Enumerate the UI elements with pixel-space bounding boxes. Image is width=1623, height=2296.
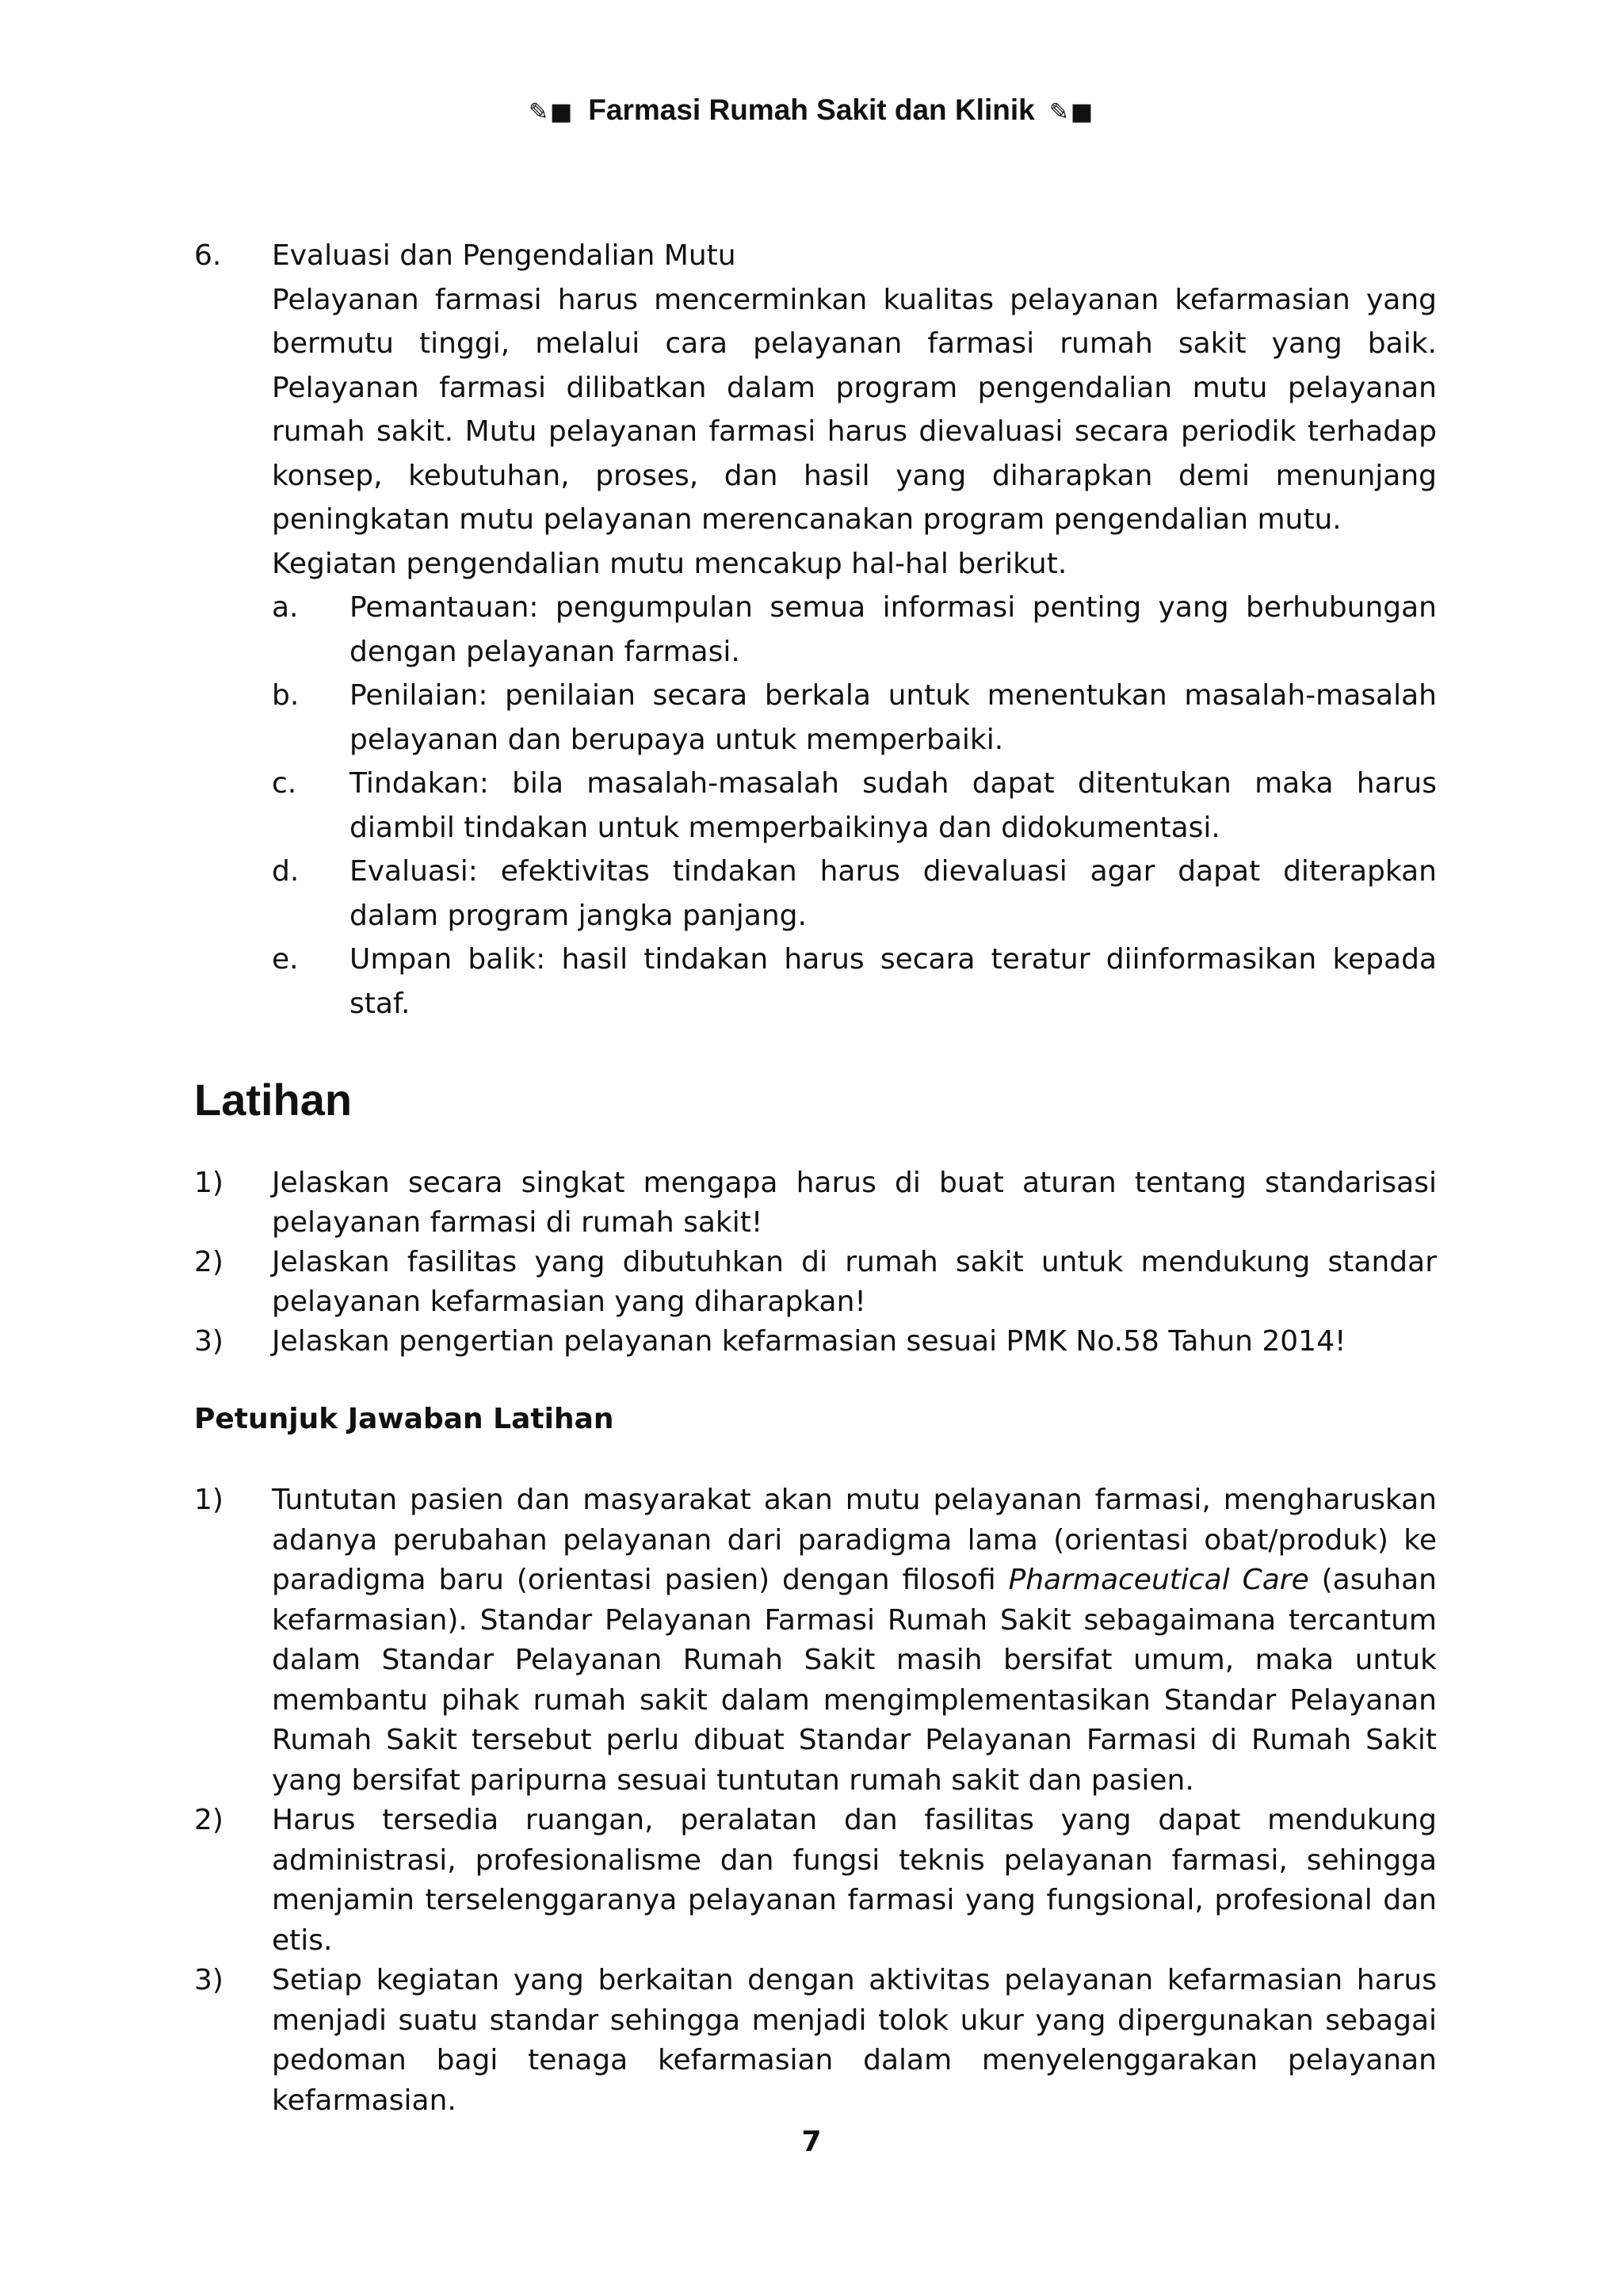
running-header — [0, 94, 1623, 127]
question-text: Jelaskan secara singkat mengapa harus di buat aturan tentang standarisasi pelayanan farmasi di rumah sakit! — [272, 1167, 1437, 1239]
list-item-marker: b. — [272, 679, 300, 712]
answer-number: 1) — [194, 1484, 223, 1516]
question-number: 3) — [194, 1325, 223, 1358]
list-item-text: Umpan balik: hasil tindakan harus secara teratur diinformasikan kepada staf. — [349, 943, 1437, 1020]
list-item — [272, 762, 1437, 850]
pen-nib-square-icon: ✎■ — [528, 98, 575, 126]
list-item — [272, 938, 1437, 1026]
question-number: 1) — [194, 1167, 223, 1199]
section-paragraph: Pelayanan farmasi harus mencerminkan kualitas pelayanan kefarmasian yang bermutu tinggi, melalui cara pelayanan farmasi rumah sakit yang baik. Pelayanan farmasi dilibatkan dalam program pengendalian mutu pelayanan rumah sakit. Mutu pelayanan farmasi harus dievaluasi secara periodik terhadap konsep, kebutuhan, proses, dan hasil yang diharapkan demi menunjang peningkatan mutu pelayanan merencanakan program pengendalian mutu. — [272, 283, 1437, 536]
section-intro: Kegiatan pengendalian mutu mencakup hal-hal berikut. — [272, 547, 1067, 580]
answer-text: Harus tersedia ruangan, peralatan dan fasilitas yang dapat mendukung administrasi, profesionalisme dan fungsi teknis pelayanan farmasi, sehingga menjamin terselenggaranya pelayanan farmasi yang fungsional, profesional dan etis. — [272, 1804, 1437, 1957]
list-item-text: Tindakan: bila masalah-masalah sudah dapat ditentukan maka harus diambil tindakan untuk memperbaikinya dan didokumentasi. — [349, 767, 1437, 844]
answer-list — [194, 1480, 1437, 2121]
list-item-marker: a. — [272, 591, 299, 624]
question-text: Jelaskan pengertian pelayanan kefarmasian sesuai PMK No.58 Tahun 2014! — [272, 1325, 1346, 1358]
answer-text-end: (asuhan kefarmasian). Standar Pelayanan Farmasi Rumah Sakit sebagaimana tercantum dalam Standar Pelayanan Rumah Sakit masih bersifat umum, maka untuk membantu pihak rumah sakit dalam mengimplementasikan Standar Pelayanan Rumah Sakit tersebut perlu dibuat Standar Pelayanan Farmasi di Rumah Sakit yang bersifat paripurna sesuai tuntutan rumah sakit dan pasien. — [272, 1564, 1437, 1797]
list-item — [272, 850, 1437, 938]
latihan-heading: Latihan — [194, 1075, 353, 1125]
section-title: Evaluasi dan Pengendalian Mutu — [272, 239, 736, 272]
answer-item — [194, 1961, 1437, 2121]
question-item — [194, 1243, 1437, 1322]
pen-nib-square-icon: ✎■ — [1048, 98, 1095, 126]
answer-text: Setiap kegiatan yang berkaitan dengan aktivitas pelayanan kefarmasian harus menjadi suatu standar sehingga menjadi tolok ukur yang dipergunakan sebagai pedoman bagi tenaga kefarmasian dalam menyelenggarakan pelayanan kefarmasian. — [272, 1964, 1437, 2117]
question-number: 2) — [194, 1246, 223, 1278]
answer-number: 3) — [194, 1964, 223, 1996]
list-item-marker: d. — [272, 855, 300, 888]
list-item-text: Evaluasi: efektivitas tindakan harus dievaluasi agar dapat diterapkan dalam program jangka panjang. — [349, 855, 1437, 932]
page-number: 7 — [801, 2126, 822, 2158]
answer-item — [194, 1801, 1437, 1961]
list-item-marker: e. — [272, 943, 299, 976]
answer-text — [272, 1480, 1437, 1801]
question-text: Jelaskan fasilitas yang dibutuhkan di rumah sakit untuk mendukung standar pelayanan kefarmasian yang diharapkan! — [272, 1246, 1437, 1318]
list-item — [272, 674, 1437, 762]
question-item — [194, 1322, 1437, 1362]
answer-item — [194, 1480, 1437, 1801]
main-content — [194, 234, 1437, 2121]
latihan-questions — [194, 1163, 1437, 1362]
list-item-marker: c. — [272, 767, 297, 800]
section-6 — [194, 234, 1437, 1026]
petunjuk-heading: Petunjuk Jawaban Latihan — [194, 1403, 614, 1435]
answer-text-italic: Pharmaceutical Care — [1008, 1564, 1309, 1596]
question-item — [194, 1163, 1437, 1243]
list-item-text: Pemantauan: pengumpulan semua informasi penting yang berhubungan dengan pelayanan farmasi. — [349, 591, 1437, 668]
header-title: Farmasi Rumah Sakit dan Klinik — [588, 94, 1035, 126]
list-item-text: Penilaian: penilaian secara berkala untuk menentukan masalah-masalah pelayanan dan berupaya untuk memperbaiki. — [349, 679, 1437, 756]
section-number: 6. — [194, 239, 222, 272]
list-item — [272, 586, 1437, 674]
answer-number: 2) — [194, 1804, 223, 1836]
answer-text-start: Tuntutan pasien dan masyarakat akan mutu pelayanan farmasi, mengharuskan adanya perubahan pelayanan dari paradigma lama (orientasi obat/produk) ke paradigma baru (orientasi pasien) dengan filosofi — [272, 1484, 1437, 1596]
